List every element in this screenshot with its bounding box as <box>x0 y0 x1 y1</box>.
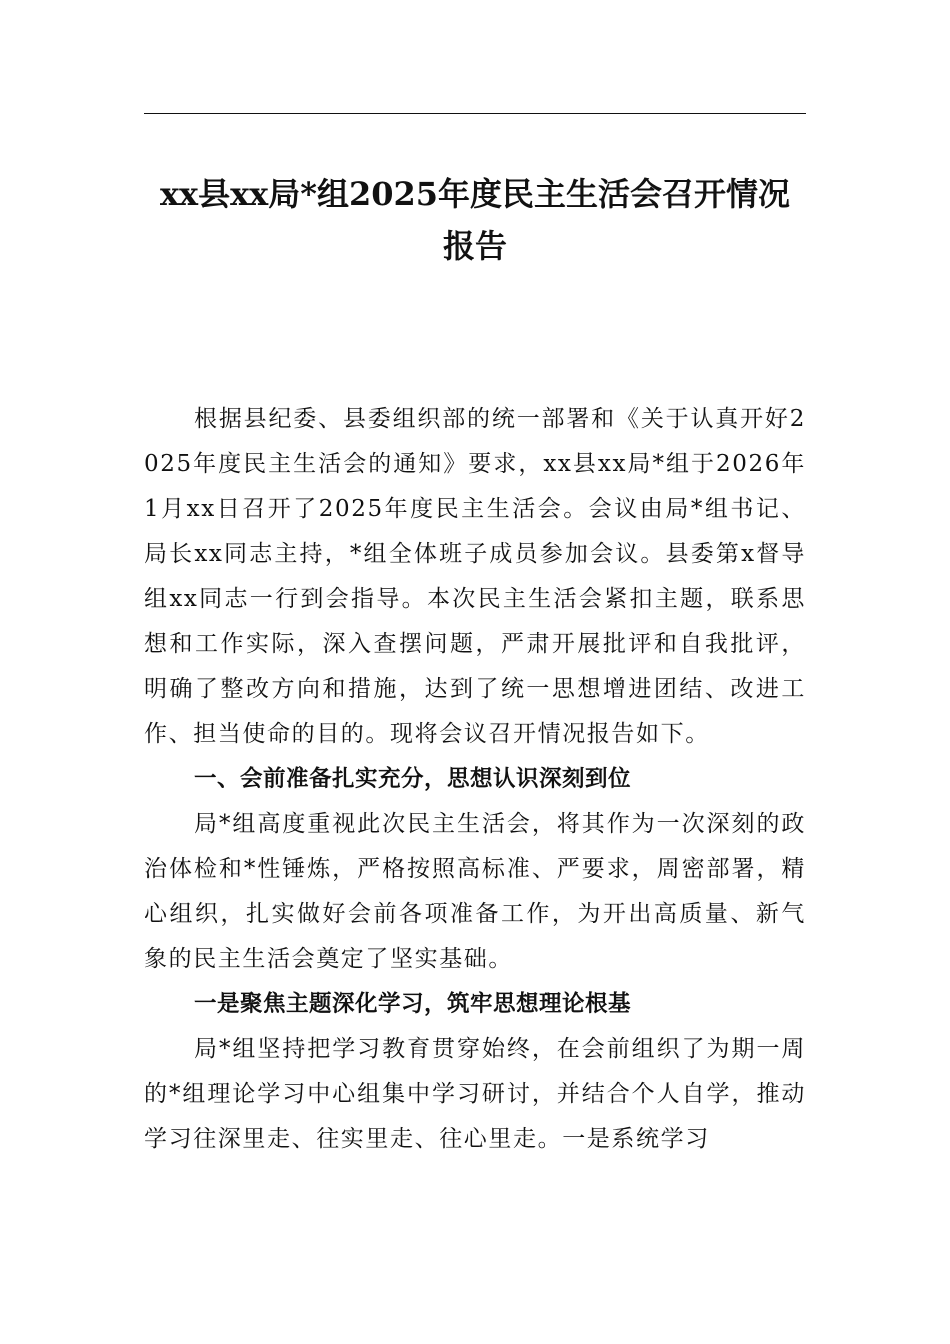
document-title: xx县xx局*组2025年度民主生活会召开情况报告 <box>159 175 791 265</box>
subsection-paragraph: 局*组坚持把学习教育贯穿始终，在会前组织了为期一周的*组理论学习中心组集中学习研讨，并结合个人自学，推动学习往深里走、往实里走、往心里走。一是系统学习 <box>144 1036 806 1152</box>
header-rule <box>144 113 806 114</box>
section-paragraph: 局*组高度重视此次民主生活会，将其作为一次深刻的政治体检和*性锤炼，严格按照高标准、严要求，周密部署，精心组织，扎实做好会前各项准备工作，为开出高质量、新气象的民主生活会奠定了坚实基础。 <box>144 811 806 972</box>
subsection-heading: 一是聚焦主题深化学习，筑牢思想理论根基 <box>194 991 632 1017</box>
intro-paragraph: 根据县纪委、县委组织部的统一部署和《关于认真开好2025年度民主生活会的通知》要求，xx县xx局*组于2026年1月xx日召开了2025年度民主生活会。会议由局*组书记、局长xx同志主持，*组全体班子成员参加会议。县委第x督导组xx同志一行到会指导。本次民主生活会紧扣主题，联系思想和工作实际，深入查摆问题，严肃开展批评和自我批评，明确了整改方向和措施，达到了统一思想增进团结、改进工作、担当使命的目的。现将会议召开情况报告如下。 <box>144 406 806 747</box>
document-body <box>144 397 806 1162</box>
section-heading: 一、会前准备扎实充分，思想认识深刻到位 <box>194 766 632 792</box>
